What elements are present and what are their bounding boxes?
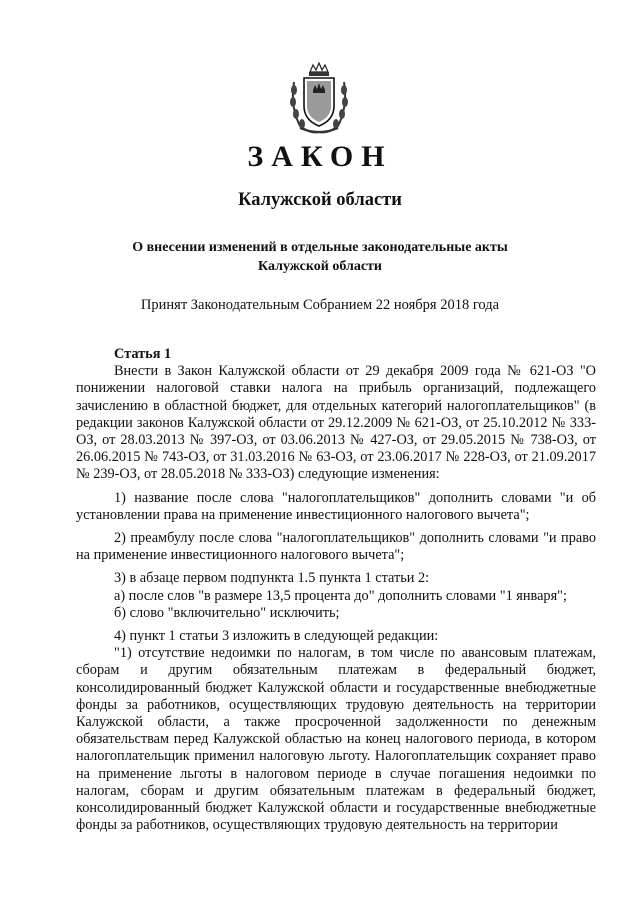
amendment-item-3b: б) слово "включительно" исключить; (114, 604, 340, 621)
amendment-item-1: 1) название после слова "налогоплательщиков" дополнить словами "и об установлении права на применение инвестиционного налогового вычета"; (76, 489, 596, 523)
article-heading: Статья 1 (114, 346, 172, 362)
law-subject (0, 238, 640, 276)
new-wording-paragraph: "1) отсутствие недоимки по налогам, в том числе по авансовым платежам, сборам и другим обязательным платежам в федеральный бюджет, консолидированный бюджет Калужской области и государственные внебюджетные фонды за работников, осуществляющих трудовую деятельность на территории Калужской области, а также просроченной задолженности по денежным обязательствам перед Калужской областью на конец налогового периода, в котором налогоплательщик применил налоговую льготу. Налогоплательщик сохраняет право на применение льготы в налоговом периоде в случае погашения недоимки по налогам, сборам и другим обязательным платежам в федеральный бюджет, консолидированный бюджет Калужской области и государственные внебюджетные фонды за работников, осуществляющих трудовую деятельность на территории (76, 645, 596, 834)
amendment-item-3: 3) в абзаце первом подпункта 1.5 пункта 1 статьи 2: (114, 570, 430, 587)
law-subject-line-1: О внесении изменений в отдельные законодательные акты (132, 240, 508, 255)
region-name: Калужской области (238, 190, 402, 210)
document-title: ЗАКОН (247, 140, 393, 173)
amendment-item-4: 4) пункт 1 статьи 3 изложить в следующей редакции: (114, 628, 439, 645)
law-subject-line-2: Калужской области (258, 259, 382, 274)
coat-of-arms-emblem (288, 62, 350, 136)
amendment-item-2: 2) преамбулу после слова "налогоплательщиков" дополнить словами "и право на применение инвестиционного налогового вычета"; (76, 530, 596, 564)
article-intro-paragraph: Внести в Закон Калужской области от 29 декабря 2009 года № 621-ОЗ "О понижении налоговой ставки налога на прибыль организаций, подлежащего зачислению в областной бюджет, для отдельных категорий налогоплательщиков" (в редакции законов Калужской области от 29.12.2009 № 621-ОЗ, от 25.10.2012 № 333-ОЗ, от 28.03.2013 № 397-ОЗ, от 03.06.2013 № 427-ОЗ, от 29.05.2015 № 738-ОЗ, от 26.06.2015 № 743-ОЗ, от 31.03.2016 № 63-ОЗ, от 23.06.2017 № 228-ОЗ, от 21.09.2017 № 239-ОЗ, от 28.05.2018 № 333-ОЗ) следующие изменения: (76, 363, 596, 483)
amendment-item-3a: а) после слов "в размере 13,5 процента до" дополнить словами "1 января"; (114, 587, 567, 604)
adoption-statement: Принят Законодательным Собранием 22 ноября 2018 года (140, 297, 500, 313)
document-body (76, 346, 596, 834)
